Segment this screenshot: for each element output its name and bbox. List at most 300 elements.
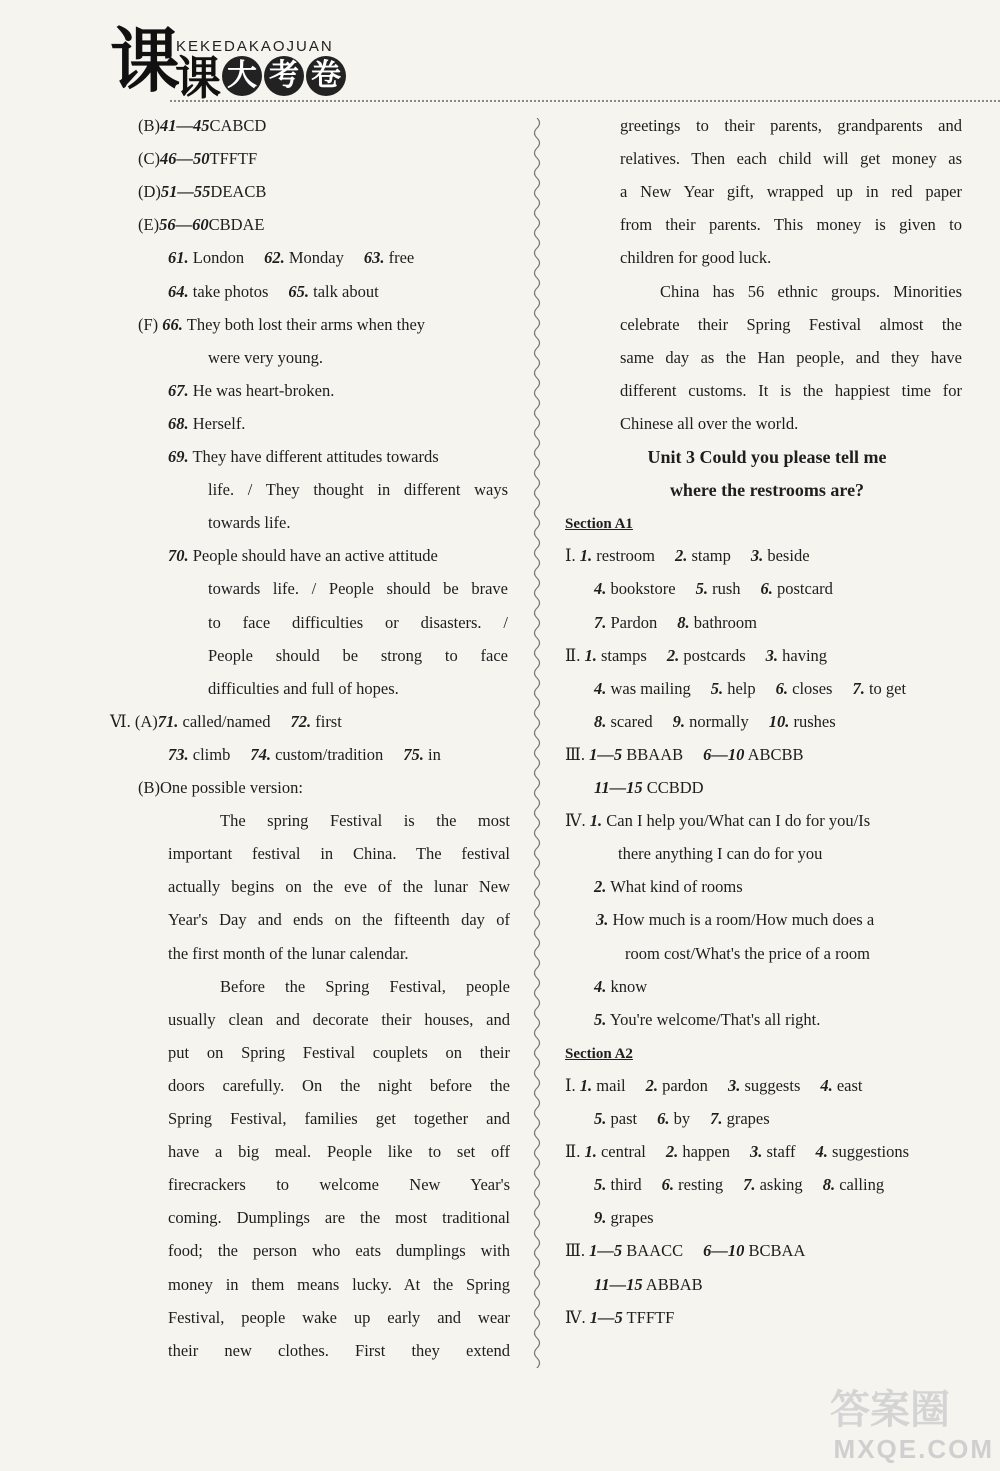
- answer-item: [168, 248, 244, 267]
- answer-item: [696, 579, 741, 598]
- item-answer: bookstore: [606, 579, 676, 598]
- answer-text: there anything I can do for you: [618, 844, 823, 863]
- answer-line: [660, 281, 962, 303]
- answer-line: [565, 645, 847, 667]
- item-number: 1.: [579, 546, 593, 565]
- answer-item: [594, 1208, 654, 1227]
- answer-line: [138, 214, 265, 236]
- answer-line: [594, 777, 724, 799]
- question-label: Ⅱ.: [565, 1142, 585, 1161]
- item-answer: postcard: [772, 579, 833, 598]
- answer-line: [594, 1207, 674, 1229]
- item-number: 4.: [594, 579, 607, 598]
- answer-text: firecrackers to welcome New Year's: [168, 1175, 510, 1194]
- answer-item: [662, 1175, 723, 1194]
- answer-text: a New Year gift, wrapped up in red paper: [620, 182, 962, 201]
- item-number: 1.: [584, 646, 597, 665]
- answer-line: [168, 1009, 510, 1031]
- answer-text: People should be strong to face: [208, 646, 508, 665]
- item-answer: called/named: [178, 712, 271, 731]
- question-label: Ⅱ.: [565, 646, 585, 665]
- answer-text: usually clean and decorate their houses, and: [168, 1010, 510, 1029]
- item-number: 3.: [727, 1076, 741, 1095]
- answer-line: [565, 1307, 694, 1329]
- item-answer: east: [832, 1076, 863, 1095]
- answer-line: [168, 1274, 510, 1296]
- answer-text: Spring Festival, families get together and: [168, 1109, 510, 1128]
- item-answer: rushes: [789, 712, 836, 731]
- answer-item: [584, 646, 646, 665]
- item-number: 1—5: [589, 1308, 623, 1327]
- answer-line: [168, 1174, 510, 1196]
- answer-item: [594, 1275, 703, 1294]
- question-label: Ⅲ.: [565, 1241, 590, 1260]
- question-number: 5.: [594, 1010, 607, 1029]
- answer-item: [594, 1175, 642, 1194]
- item-number: 75.: [403, 745, 424, 764]
- item-answer: help: [723, 679, 756, 698]
- answer-line: [168, 876, 510, 898]
- item-number: 1—5: [589, 745, 623, 764]
- answer-item: [766, 646, 827, 665]
- answer-line: [138, 148, 257, 170]
- item-answer: stamps: [596, 646, 647, 665]
- item-answer: was mailing: [606, 679, 691, 698]
- answer-line: [620, 413, 798, 435]
- item-answer: mail: [592, 1076, 626, 1095]
- question-label: (F): [138, 315, 163, 334]
- question-label: Ⅵ. (A): [110, 712, 158, 731]
- answer-line: [565, 1075, 883, 1097]
- answer-line: [168, 1240, 510, 1262]
- answer-text: were very young.: [208, 348, 324, 367]
- item-number: 9.: [594, 1208, 607, 1227]
- section-heading: [565, 512, 633, 534]
- unit-title-text: where the restrooms are?: [669, 480, 865, 500]
- item-number: 3.: [750, 546, 764, 565]
- answer-item: [594, 679, 691, 698]
- item-answer: by: [669, 1109, 691, 1128]
- answer-line: [208, 578, 508, 600]
- answer-line: [168, 943, 409, 965]
- item-number: 71.: [157, 712, 179, 731]
- item-number: 11—15: [594, 778, 643, 797]
- item-answer: BCBAA: [744, 1241, 806, 1260]
- answer-text: celebrate their Spring Festival almost the: [620, 315, 962, 334]
- answer-text: CBDAE: [208, 215, 265, 234]
- answer-item: [761, 579, 833, 598]
- answer-text: important festival in China. The festival: [168, 844, 510, 863]
- answer-item: [675, 546, 731, 565]
- item-number: 1.: [579, 1076, 593, 1095]
- answer-text: How much is a room/How much does a: [608, 910, 875, 929]
- question-number: 66.: [162, 315, 183, 334]
- answer-item: [594, 1109, 637, 1128]
- answer-item: [677, 613, 757, 632]
- question-number: 69.: [168, 447, 189, 466]
- unit-title-text: Unit 3 Could you please tell me: [647, 447, 887, 467]
- item-answer: stamp: [687, 546, 731, 565]
- answer-line: [594, 1274, 723, 1296]
- question-number: 70.: [168, 546, 189, 565]
- answer-text: children for good luck.: [620, 248, 772, 267]
- question-number: 1.: [589, 811, 603, 830]
- answer-line: [168, 1108, 510, 1130]
- answer-line: [138, 777, 303, 799]
- answer-line: [168, 1340, 510, 1362]
- answer-text: relatives. Then each child will get money as: [620, 149, 962, 168]
- item-number: 2.: [666, 646, 680, 665]
- answer-line: [594, 976, 647, 998]
- answer-item: [657, 1109, 690, 1128]
- answer-item: [769, 712, 836, 731]
- answer-line: [620, 247, 771, 269]
- answer-line: [220, 976, 510, 998]
- answer-text: have a big meal. People like to set off: [168, 1142, 510, 1161]
- answer-item: [710, 1109, 770, 1128]
- answer-item: [250, 745, 383, 764]
- item-answer: London: [188, 248, 245, 267]
- answer-line: [110, 711, 362, 733]
- item-number: 11—15: [594, 1275, 643, 1294]
- item-number: 5.: [594, 1175, 607, 1194]
- item-answer: Monday: [284, 248, 344, 267]
- item-answer: rush: [707, 579, 741, 598]
- item-answer: ABCBB: [744, 745, 804, 764]
- item-answer: custom/tradition: [270, 745, 384, 764]
- item-number: 3.: [750, 1142, 763, 1161]
- answer-line: [208, 479, 508, 501]
- answer-text: He was heart-broken.: [188, 381, 335, 400]
- item-answer: bathroom: [689, 613, 757, 632]
- answer-item: [703, 745, 803, 764]
- answer-text: Herself.: [188, 414, 246, 433]
- item-number: 5.: [710, 679, 724, 698]
- item-answer: take photos: [188, 282, 269, 301]
- item-answer: scared: [606, 712, 653, 731]
- item-number: 8.: [677, 613, 690, 632]
- answer-line: [596, 909, 966, 931]
- answer-line: [565, 1240, 825, 1262]
- answer-line: [620, 181, 962, 203]
- question-label: (E): [138, 215, 160, 234]
- question-label: Ⅳ.: [565, 811, 590, 830]
- section-label: Section A2: [565, 1046, 633, 1062]
- answer-line: [168, 1207, 510, 1229]
- answer-line: [565, 545, 830, 567]
- answer-item: [590, 1308, 675, 1327]
- answer-text: They both lost their arms when they: [182, 315, 426, 334]
- answer-line: [565, 810, 870, 832]
- item-answer: past: [606, 1109, 638, 1128]
- item-number: 61.: [168, 248, 189, 267]
- item-number: 6—10: [703, 745, 745, 764]
- answer-item: [776, 679, 833, 698]
- answer-line: [594, 1009, 820, 1031]
- answer-line: [594, 876, 743, 898]
- answer-item: [667, 646, 746, 665]
- answer-line: [168, 247, 434, 269]
- item-answer: climb: [188, 745, 231, 764]
- answer-item: [594, 613, 657, 632]
- answer-item: [743, 1175, 803, 1194]
- item-number: 6.: [657, 1109, 670, 1128]
- answer-line: [168, 545, 508, 567]
- item-answer: Pardon: [606, 613, 658, 632]
- answer-text: know: [606, 977, 648, 996]
- item-number: 62.: [264, 248, 285, 267]
- answer-item: [751, 546, 810, 565]
- answer-item: [823, 1175, 884, 1194]
- answer-line: [168, 1042, 510, 1064]
- answer-item: [584, 1142, 645, 1161]
- answer-item: [646, 1076, 708, 1095]
- question-label: Ⅰ.: [565, 546, 580, 565]
- item-answer: talk about: [309, 282, 379, 301]
- brand-pinyin: KEKEDAKAOJUAN: [176, 38, 334, 55]
- item-number: 7.: [852, 679, 865, 698]
- answer-item: [168, 282, 268, 301]
- column-divider: [530, 118, 544, 1368]
- answer-text: difficulties and full of hopes.: [208, 679, 399, 698]
- answer-text: food; the person who eats dumplings with: [168, 1241, 510, 1260]
- item-number: 10.: [768, 712, 790, 731]
- answer-text: China has 56 ethnic groups. Minorities: [660, 282, 962, 301]
- answer-item: [594, 712, 653, 731]
- answer-text: towards life. / People should be brave: [208, 579, 508, 598]
- item-answer: suggests: [740, 1076, 801, 1095]
- answer-text: CABCD: [209, 116, 267, 135]
- answer-line: [594, 612, 777, 634]
- watermark-brand: 答案圈: [830, 1387, 950, 1433]
- question-number: 3.: [596, 910, 609, 929]
- brand-char: 卷: [306, 56, 346, 96]
- item-answer: closes: [788, 679, 833, 698]
- item-answer: calling: [835, 1175, 885, 1194]
- answer-item: [288, 282, 378, 301]
- answer-line: [594, 1108, 790, 1130]
- question-number: 51—55: [160, 182, 211, 201]
- item-number: 63.: [363, 248, 385, 267]
- item-number: 5.: [594, 1109, 607, 1128]
- item-number: 1.: [584, 1142, 597, 1161]
- answer-line: [138, 115, 266, 137]
- answer-text: money in them means lucky. At the Spring: [168, 1275, 510, 1294]
- answer-item: [264, 248, 344, 267]
- answer-text: put on Spring Festival couplets on their: [168, 1043, 510, 1062]
- item-answer: BAACC: [622, 1241, 684, 1260]
- item-answer: in: [423, 745, 441, 764]
- answer-item: [589, 745, 683, 764]
- question-label: (C): [138, 149, 160, 168]
- item-answer: CCBDD: [642, 778, 704, 797]
- item-answer: normally: [685, 712, 749, 731]
- item-answer: central: [596, 1142, 646, 1161]
- answer-text: What kind of rooms: [606, 877, 743, 896]
- answer-line: [620, 347, 962, 369]
- answer-line: [138, 314, 516, 336]
- answer-text: The spring Festival is the most: [220, 811, 510, 830]
- answer-item: [703, 1241, 805, 1260]
- answer-text: the first month of the lunar calendar.: [168, 944, 409, 963]
- answer-item: [816, 1142, 910, 1161]
- question-number: 68.: [168, 414, 189, 433]
- item-answer: ABBAB: [642, 1275, 703, 1294]
- item-answer: BBAAB: [622, 745, 684, 764]
- answer-line: [594, 678, 926, 700]
- answer-line: [620, 115, 962, 137]
- item-answer: having: [778, 646, 828, 665]
- answer-item: [594, 579, 676, 598]
- item-number: 9.: [672, 712, 686, 731]
- answer-line: [208, 347, 323, 369]
- answer-line: [565, 1141, 929, 1163]
- answer-line: [620, 214, 962, 236]
- item-answer: suggestions: [827, 1142, 910, 1161]
- question-label: Ⅳ.: [565, 1308, 590, 1327]
- question-number: 67.: [168, 381, 189, 400]
- answer-text: their new clothes. First they extend: [168, 1341, 510, 1360]
- answer-line: [220, 810, 510, 832]
- brand-char: 考: [264, 56, 304, 96]
- answer-item: [589, 1241, 683, 1260]
- answer-line: [168, 446, 508, 468]
- question-label: (B): [138, 116, 160, 135]
- answer-text: TFFTF: [209, 149, 258, 168]
- answer-line: [625, 943, 870, 965]
- answer-item: [168, 745, 230, 764]
- item-answer: grapes: [722, 1109, 770, 1128]
- item-number: 4.: [594, 679, 607, 698]
- answer-text: Festival, people wake up early and wear: [168, 1308, 510, 1327]
- item-answer: free: [384, 248, 415, 267]
- answer-line: [208, 512, 290, 534]
- answer-line: [168, 909, 510, 931]
- answer-line: [168, 380, 334, 402]
- logo-glyph: 课: [110, 19, 180, 102]
- answer-text: DEACB: [210, 182, 267, 201]
- answer-text: You're welcome/That's all right.: [606, 1010, 821, 1029]
- item-number: 74.: [250, 745, 271, 764]
- item-answer: pardon: [657, 1076, 708, 1095]
- answer-line: [168, 1141, 510, 1163]
- item-answer: asking: [755, 1175, 803, 1194]
- answer-item: [750, 1142, 796, 1161]
- item-number: 7.: [743, 1175, 756, 1194]
- item-number: 5.: [695, 579, 708, 598]
- answer-text: actually begins on the eve of the lunar New: [168, 877, 510, 896]
- question-number: 46—50: [160, 149, 210, 168]
- item-number: 2.: [674, 546, 688, 565]
- page-header: [0, 0, 1000, 110]
- item-number: 6—10: [703, 1241, 745, 1260]
- answer-line: [208, 612, 508, 634]
- item-answer: resting: [674, 1175, 724, 1194]
- item-answer: third: [606, 1175, 642, 1194]
- item-answer: to get: [864, 679, 907, 698]
- answer-text: coming. Dumplings are the most traditional: [168, 1208, 510, 1227]
- item-number: 64.: [168, 282, 189, 301]
- item-number: 7.: [594, 613, 607, 632]
- item-number: 1—5: [589, 1241, 623, 1260]
- answer-line: [168, 1307, 510, 1329]
- answer-line: [168, 281, 399, 303]
- answer-item: [158, 712, 271, 731]
- item-number: 4.: [820, 1076, 833, 1095]
- answer-item: [594, 778, 704, 797]
- item-answer: beside: [763, 546, 810, 565]
- item-answer: TFFTF: [622, 1308, 675, 1327]
- section-heading: [565, 1042, 633, 1064]
- question-number: 2.: [594, 877, 607, 896]
- item-number: 8.: [594, 712, 607, 731]
- question-label: (D): [138, 182, 161, 201]
- item-answer: grapes: [606, 1208, 654, 1227]
- item-number: 2.: [645, 1076, 658, 1095]
- answer-text: They have different attitudes towards: [188, 447, 439, 466]
- question-number: 4.: [594, 977, 607, 996]
- answer-line: [594, 1174, 904, 1196]
- answer-text: different customs. It is the happiest time for: [620, 381, 962, 400]
- item-number: 7.: [710, 1109, 723, 1128]
- question-label: Ⅲ.: [565, 745, 590, 764]
- item-answer: postcards: [679, 646, 746, 665]
- item-number: 4.: [815, 1142, 828, 1161]
- item-number: 72.: [290, 712, 312, 731]
- answer-item: [403, 745, 441, 764]
- answer-line: [208, 678, 399, 700]
- answer-line: [168, 413, 245, 435]
- answer-line: [208, 645, 508, 667]
- answer-text: to face difficulties or disasters. /: [208, 613, 508, 632]
- answer-item: [728, 1076, 800, 1095]
- answer-text: Year's Day and ends on the fifteenth day of: [168, 910, 510, 929]
- unit-title: [562, 446, 972, 468]
- answer-text: same day as the Han people, and they have: [620, 348, 962, 367]
- item-number: 73.: [168, 745, 189, 764]
- answer-line: [594, 711, 856, 733]
- section-label: Section A1: [565, 516, 633, 532]
- item-answer: first: [311, 712, 342, 731]
- item-number: 8.: [822, 1175, 836, 1194]
- answer-line: [620, 148, 962, 170]
- answer-text: room cost/What's the price of a room: [625, 944, 870, 963]
- header-divider: [170, 100, 1000, 102]
- answer-text: from their parents. This money is given to: [620, 215, 962, 234]
- item-answer: staff: [762, 1142, 796, 1161]
- answer-text: People should have an active attitude: [188, 546, 438, 565]
- answer-text: towards life.: [208, 513, 291, 532]
- answer-item: [364, 248, 414, 267]
- answer-text: Before the Spring Festival, people: [220, 977, 510, 996]
- answer-line: [620, 380, 962, 402]
- answer-item: [580, 546, 655, 565]
- answer-text: doors carefully. On the night before the: [168, 1076, 510, 1095]
- answer-line: [138, 181, 266, 203]
- answer-line: [168, 843, 510, 865]
- answer-item: [711, 679, 756, 698]
- answer-item: [820, 1076, 862, 1095]
- answer-line: [594, 578, 853, 600]
- answer-text: life. / They thought in different ways: [208, 480, 508, 499]
- answer-text: (B)One possible version:: [138, 778, 303, 797]
- watermark-site: MXQE.COM: [833, 1434, 994, 1464]
- question-number: 56—60: [159, 215, 209, 234]
- answer-text: Chinese all over the world.: [620, 414, 799, 433]
- answer-line: [168, 744, 461, 766]
- answer-line: [620, 314, 962, 336]
- item-number: 2.: [665, 1142, 679, 1161]
